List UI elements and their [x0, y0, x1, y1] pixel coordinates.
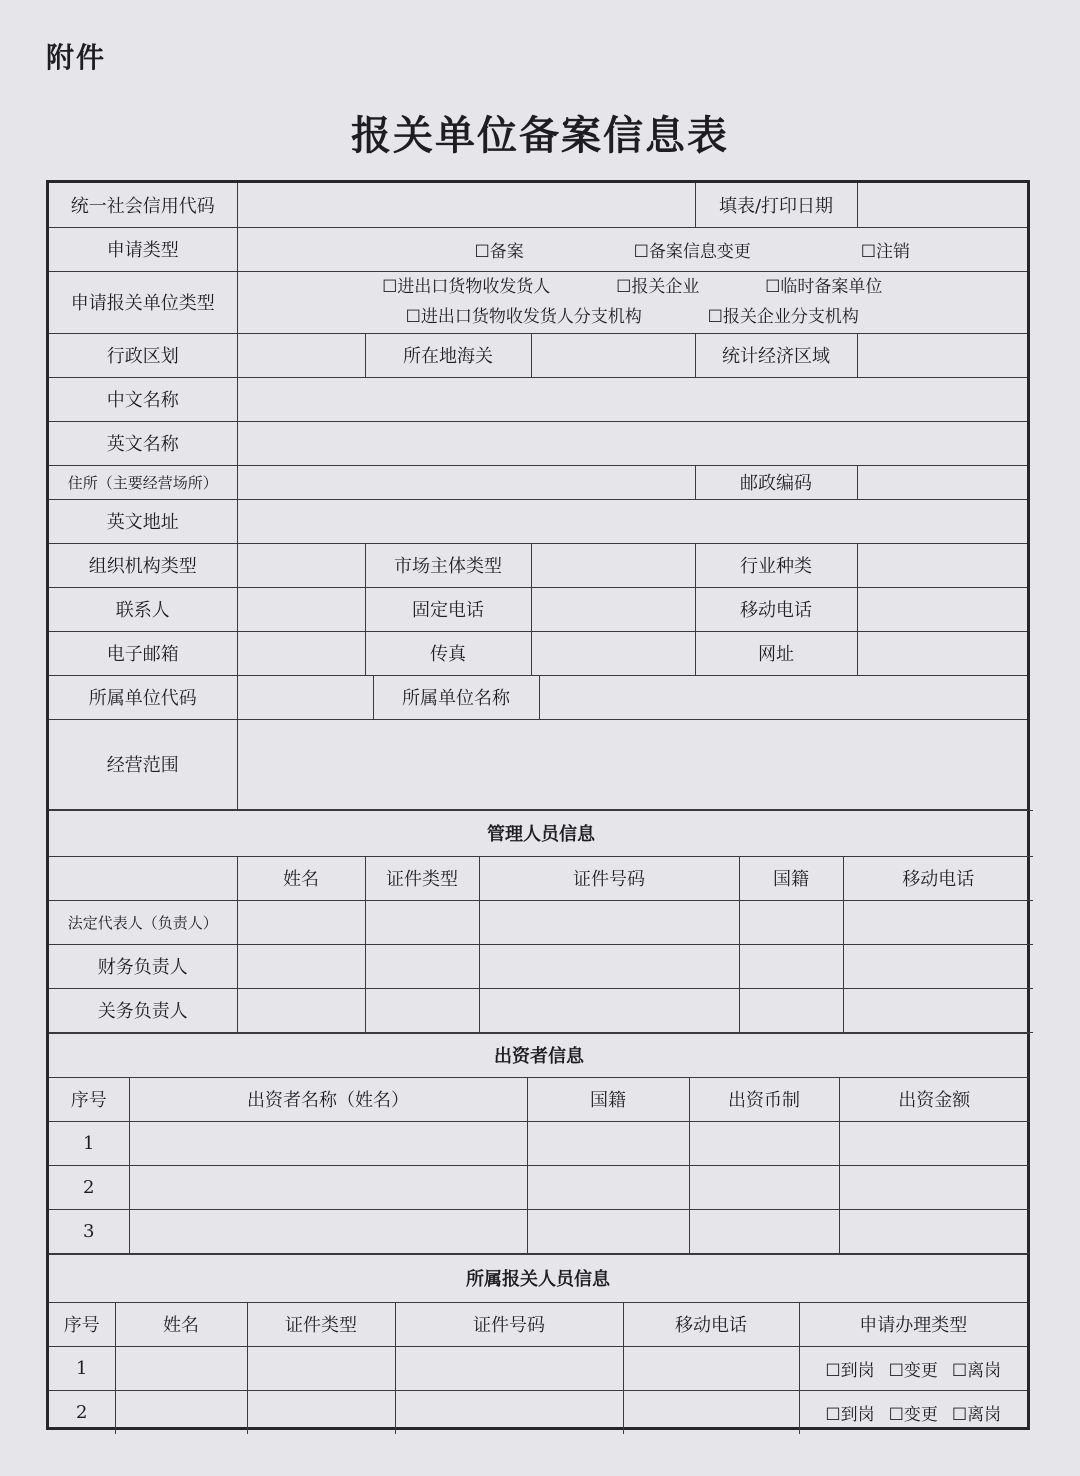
manager-cell[interactable]: [237, 944, 365, 988]
industry-field[interactable]: [857, 543, 1027, 587]
investor-cell[interactable]: [527, 1209, 689, 1253]
manager-cell[interactable]: [365, 988, 479, 1032]
market-type-label: 市场主体类型: [365, 543, 531, 587]
registration-form: [46, 180, 1030, 1430]
unit-type-label: 申请报关单位类型: [49, 271, 237, 333]
address-field[interactable]: [237, 465, 695, 499]
declarants-section-title: 所属报关人员信息: [49, 1254, 1027, 1302]
unit-customs-broker-checkbox[interactable]: ☐报关企业: [616, 277, 700, 297]
en-name-label: 英文名称: [49, 421, 237, 465]
org-type-label: 组织机构类型: [49, 543, 237, 587]
parent-code-field[interactable]: [237, 675, 373, 719]
phone-field[interactable]: [531, 587, 695, 631]
manager-cell[interactable]: [739, 988, 843, 1032]
email-label: 电子邮箱: [49, 631, 237, 675]
managers-header-name: 姓名: [237, 856, 365, 900]
cn-name-label: 中文名称: [49, 377, 237, 421]
fax-label: 传真: [365, 631, 531, 675]
apply-register-checkbox[interactable]: ☐备案: [474, 241, 524, 262]
managers-header-blank: [49, 856, 237, 900]
mobile-field[interactable]: [857, 587, 1027, 631]
declarant-status: [799, 1390, 1027, 1434]
declarants-header-seq: 序号: [49, 1302, 115, 1346]
cn-name-field[interactable]: [237, 377, 1027, 421]
manager-cell[interactable]: [843, 900, 1033, 944]
scope-field[interactable]: [237, 719, 1027, 809]
investor-cell[interactable]: [129, 1209, 527, 1253]
unit-type-options: [237, 271, 1027, 333]
investor-cell[interactable]: [689, 1165, 839, 1209]
unit-temporary-checkbox[interactable]: ☐临时备案单位: [765, 277, 883, 297]
managers-header-id-number: 证件号码: [479, 856, 739, 900]
declarant-cell[interactable]: [115, 1346, 247, 1390]
investor-cell[interactable]: [689, 1121, 839, 1165]
investor-seq: 3: [49, 1209, 129, 1253]
investors-header-amount: 出资金额: [839, 1077, 1029, 1121]
managers-header-nationality: 国籍: [739, 856, 843, 900]
investors-header-seq: 序号: [49, 1077, 129, 1121]
industry-label: 行业种类: [695, 543, 857, 587]
website-field[interactable]: [857, 631, 1027, 675]
investor-seq: 1: [49, 1121, 129, 1165]
apply-type-label: 申请类型: [49, 227, 237, 271]
manager-cell[interactable]: [365, 900, 479, 944]
declarant-seq: 1: [49, 1346, 115, 1390]
manager-cell[interactable]: [739, 944, 843, 988]
change-checkbox[interactable]: ☐变更: [888, 1404, 938, 1425]
declarants-header-name: 姓名: [115, 1302, 247, 1346]
market-type-field[interactable]: [531, 543, 695, 587]
postcode-label: 邮政编码: [695, 465, 857, 499]
managers-header-id-type: 证件类型: [365, 856, 479, 900]
manager-row-label: 法定代表人（负责人）: [49, 900, 237, 944]
declarants-header-id-number: 证件号码: [395, 1302, 623, 1346]
declarant-cell[interactable]: [395, 1390, 623, 1434]
investor-cell[interactable]: [839, 1209, 1029, 1253]
parent-name-label: 所属单位名称: [373, 675, 539, 719]
investor-seq: 2: [49, 1165, 129, 1209]
investor-cell[interactable]: [129, 1165, 527, 1209]
manager-cell[interactable]: [739, 900, 843, 944]
apply-cancel-checkbox[interactable]: ☐注销: [860, 241, 911, 262]
apply-change-checkbox[interactable]: ☐备案信息变更: [633, 241, 751, 262]
econ-zone-field[interactable]: [857, 333, 1027, 377]
parent-name-field[interactable]: [539, 675, 1027, 719]
website-label: 网址: [695, 631, 857, 675]
manager-row-label: 关务负责人: [49, 988, 237, 1032]
credit-code-label: 统一社会信用代码: [49, 183, 237, 227]
manager-cell[interactable]: [479, 988, 739, 1032]
declarant-cell[interactable]: [623, 1346, 799, 1390]
contact-field[interactable]: [237, 587, 365, 631]
managers-header-mobile: 移动电话: [843, 856, 1033, 900]
manager-cell[interactable]: [843, 988, 1033, 1032]
investor-cell[interactable]: [839, 1121, 1029, 1165]
credit-code-field[interactable]: [237, 183, 695, 227]
investor-cell[interactable]: [689, 1209, 839, 1253]
declarants-header-id-type: 证件类型: [247, 1302, 395, 1346]
manager-row-label: 财务负责人: [49, 944, 237, 988]
declarant-seq: 2: [49, 1390, 115, 1434]
investors-header-currency: 出资币制: [689, 1077, 839, 1121]
econ-zone-label: 统计经济区域: [695, 333, 857, 377]
contact-label: 联系人: [49, 587, 237, 631]
declarants-header-apply-type: 申请办理类型: [799, 1302, 1027, 1346]
investor-cell[interactable]: [129, 1121, 527, 1165]
investor-cell[interactable]: [527, 1121, 689, 1165]
postcode-field[interactable]: [857, 465, 1027, 499]
en-name-field[interactable]: [237, 421, 1027, 465]
leave-checkbox[interactable]: ☐离岗: [951, 1360, 1002, 1381]
change-checkbox[interactable]: ☐变更: [888, 1360, 938, 1381]
unit-consignee-branch-checkbox[interactable]: ☐进出口货物收发货人分支机构: [405, 307, 642, 327]
address-label: 住所（主要经营场所）: [49, 465, 237, 499]
en-address-field[interactable]: [237, 499, 1027, 543]
local-customs-label: 所在地海关: [365, 333, 531, 377]
org-type-field[interactable]: [237, 543, 365, 587]
manager-cell[interactable]: [365, 944, 479, 988]
onboard-checkbox[interactable]: ☐到岗: [825, 1360, 875, 1381]
fill-date-field[interactable]: [857, 183, 1027, 227]
declarants-header-mobile: 移动电话: [623, 1302, 799, 1346]
managers-table: [49, 810, 1033, 1033]
unit-consignee-checkbox[interactable]: ☐进出口货物收发货人: [382, 277, 551, 297]
fill-date-label: 填表/打印日期: [695, 183, 857, 227]
admin-region-field[interactable]: [237, 333, 365, 377]
onboard-checkbox[interactable]: ☐到岗: [825, 1404, 875, 1425]
investor-cell[interactable]: [839, 1165, 1029, 1209]
phone-label: 固定电话: [365, 587, 531, 631]
investors-header-nationality: 国籍: [527, 1077, 689, 1121]
investors-table: [49, 1033, 1029, 1254]
manager-cell[interactable]: [237, 988, 365, 1032]
admin-region-label: 行政区划: [49, 333, 237, 377]
declarant-cell[interactable]: [247, 1390, 395, 1434]
mobile-label: 移动电话: [695, 587, 857, 631]
apply-type-options: [237, 227, 1027, 271]
en-address-label: 英文地址: [49, 499, 237, 543]
fax-field[interactable]: [531, 631, 695, 675]
manager-cell[interactable]: [479, 944, 739, 988]
local-customs-field[interactable]: [531, 333, 695, 377]
managers-section-title: 管理人员信息: [49, 810, 1033, 856]
manager-cell[interactable]: [237, 900, 365, 944]
scope-label: 经营范围: [49, 719, 237, 809]
declarant-cell[interactable]: [395, 1346, 623, 1390]
form-title: 报关单位备案信息表: [351, 112, 729, 159]
attachment-label: 附件: [46, 41, 107, 74]
manager-cell[interactable]: [479, 900, 739, 944]
parent-code-label: 所属单位代码: [49, 675, 237, 719]
declarant-cell[interactable]: [623, 1390, 799, 1434]
declarant-cell[interactable]: [247, 1346, 395, 1390]
investors-header-name: 出资者名称（姓名）: [129, 1077, 527, 1121]
email-field[interactable]: [237, 631, 365, 675]
investor-cell[interactable]: [527, 1165, 689, 1209]
investors-section-title: 出资者信息: [49, 1033, 1029, 1077]
declarant-status: [799, 1346, 1027, 1390]
manager-cell[interactable]: [843, 944, 1033, 988]
unit-broker-branch-checkbox[interactable]: ☐报关企业分支机构: [707, 307, 859, 327]
declarant-cell[interactable]: [115, 1390, 247, 1434]
leave-checkbox[interactable]: ☐离岗: [951, 1404, 1002, 1425]
basic-info-table: [49, 183, 1027, 810]
declarants-table: [49, 1254, 1027, 1435]
